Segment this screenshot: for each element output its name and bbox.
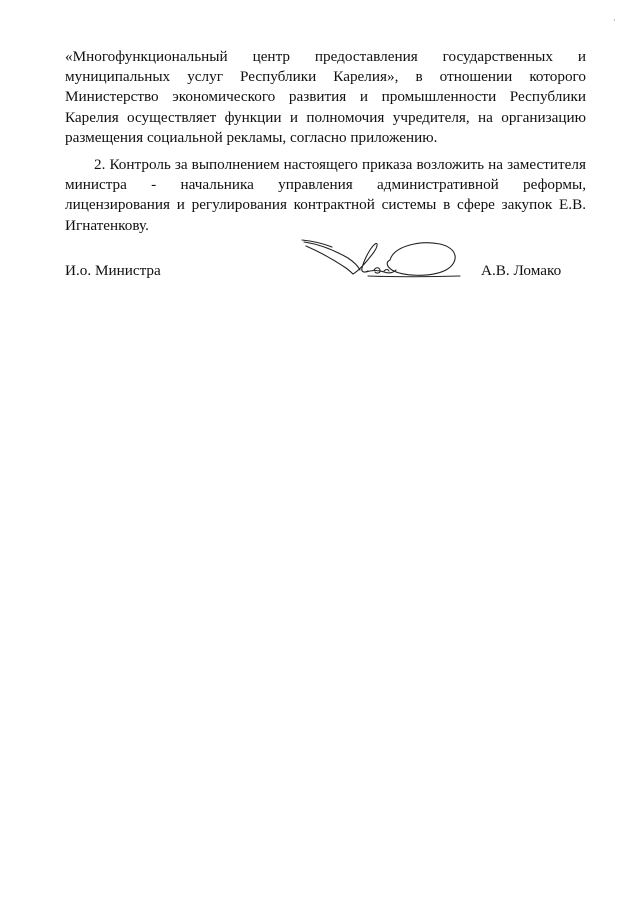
paragraph-2: 2. Контроль за выполнением настоящего приказа возложить на заместителя министра - начальника управления административной реформы, лицензирования и регулирования контрактной системы в сфере закупок Е.В. Игнатенкову. bbox=[65, 156, 586, 234]
signatory-position: И.о. Министра bbox=[65, 262, 161, 279]
signatory-name: А.В. Ломако bbox=[481, 262, 562, 279]
paragraph-1: «Многофункциональный центр предоставления государственных и муниципальных услуг Республики Карелия», в отношении которого Министерство экономического развития и промышленности Республики Карелия осуществляет функции и полномочия учредителя, на организацию размещения социальной рекламы, согласно приложению. bbox=[65, 48, 586, 146]
signature-block bbox=[0, 230, 640, 290]
corner-dot-mark: · bbox=[613, 16, 616, 25]
handwritten-signature-icon bbox=[298, 230, 468, 286]
